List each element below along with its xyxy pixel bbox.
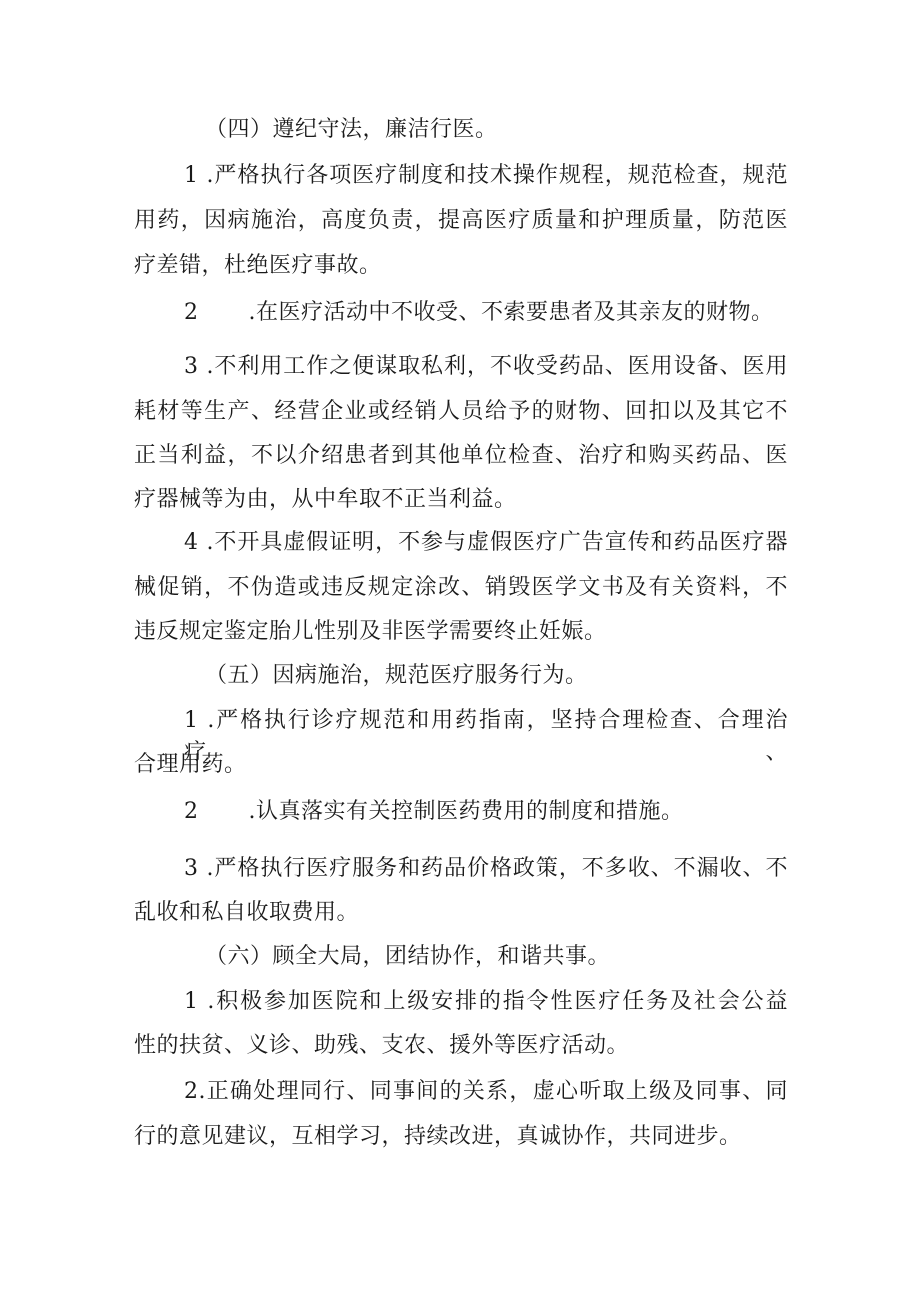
paragraph-line: 械促销，不伪造或违反规定涂改、销毁医学文书及有关资料，不 — [134, 575, 788, 600]
paragraph-line: 1 .严格执行诊疗规范和用药指南，坚持合理检查、合理治疗、 — [184, 708, 788, 765]
paragraph-line: 4 .不开具虚假证明，不参与虚假医疗广告宣传和药品医疗器 — [184, 530, 788, 555]
list-item — [184, 297, 774, 329]
paragraph-line: 疗器械等为由，从中牟取不正当利益。 — [134, 487, 517, 512]
item-text: .在医疗活动中不收受、不索要患者及其亲友的财物。 — [248, 300, 774, 325]
paragraph-line: 1 .严格执行各项医疗制度和技术操作规程，规范检查，规范 — [184, 163, 788, 188]
section-heading: （六）顾全大局，团结协作，和谐共事。 — [205, 944, 611, 969]
item-number: 2 — [184, 300, 199, 325]
paragraph-line: 疗差错，杜绝医疗事故。 — [134, 253, 382, 278]
paragraph-line: 乱收和私自收取费用。 — [134, 900, 360, 925]
item-text: .认真落实有关控制医药费用的制度和措施。 — [248, 799, 684, 824]
paragraph-line: 3 .严格执行医疗服务和药品价格政策，不多收、不漏收、不 — [184, 856, 788, 881]
paragraph-line: 违反规定鉴定胎儿性别及非医学需要终止妊娠。 — [134, 619, 607, 644]
paragraph-line: 用药，因病施治，高度负责，提高医疗质量和护理质量，防范医 — [134, 208, 788, 233]
paragraph-line: 正当利益，不以介绍患者到其他单位检查、治疗和购买药品、医 — [134, 443, 788, 468]
section-heading: （五）因病施治，规范医疗服务行为。 — [205, 663, 588, 688]
list-item — [184, 796, 684, 828]
paragraph-line: 行的意见建议，互相学习，持续改进，真诚协作，共同进步。 — [134, 1124, 742, 1149]
paragraph-line: 合理用药。 — [134, 752, 247, 777]
paragraph-line: 2.正确处理同行、同事间的关系，虚心听取上级及同事、同 — [184, 1079, 788, 1104]
paragraph-line: 3 .不利用工作之便谋取私利，不收受药品、医用设备、医用 — [184, 354, 788, 379]
item-number: 2 — [184, 799, 199, 824]
paragraph-line: 性的扶贫、义诊、助残、支农、援外等医疗活动。 — [134, 1033, 630, 1058]
paragraph-line: 1 .积极参加医院和上级安排的指令性医疗任务及社会公益 — [184, 989, 788, 1014]
paragraph-line: 耗材等生产、经营企业或经销人员给予的财物、回扣以及其它不 — [134, 399, 788, 424]
section-heading: （四）遵纪守法，廉洁行医。 — [205, 117, 498, 142]
